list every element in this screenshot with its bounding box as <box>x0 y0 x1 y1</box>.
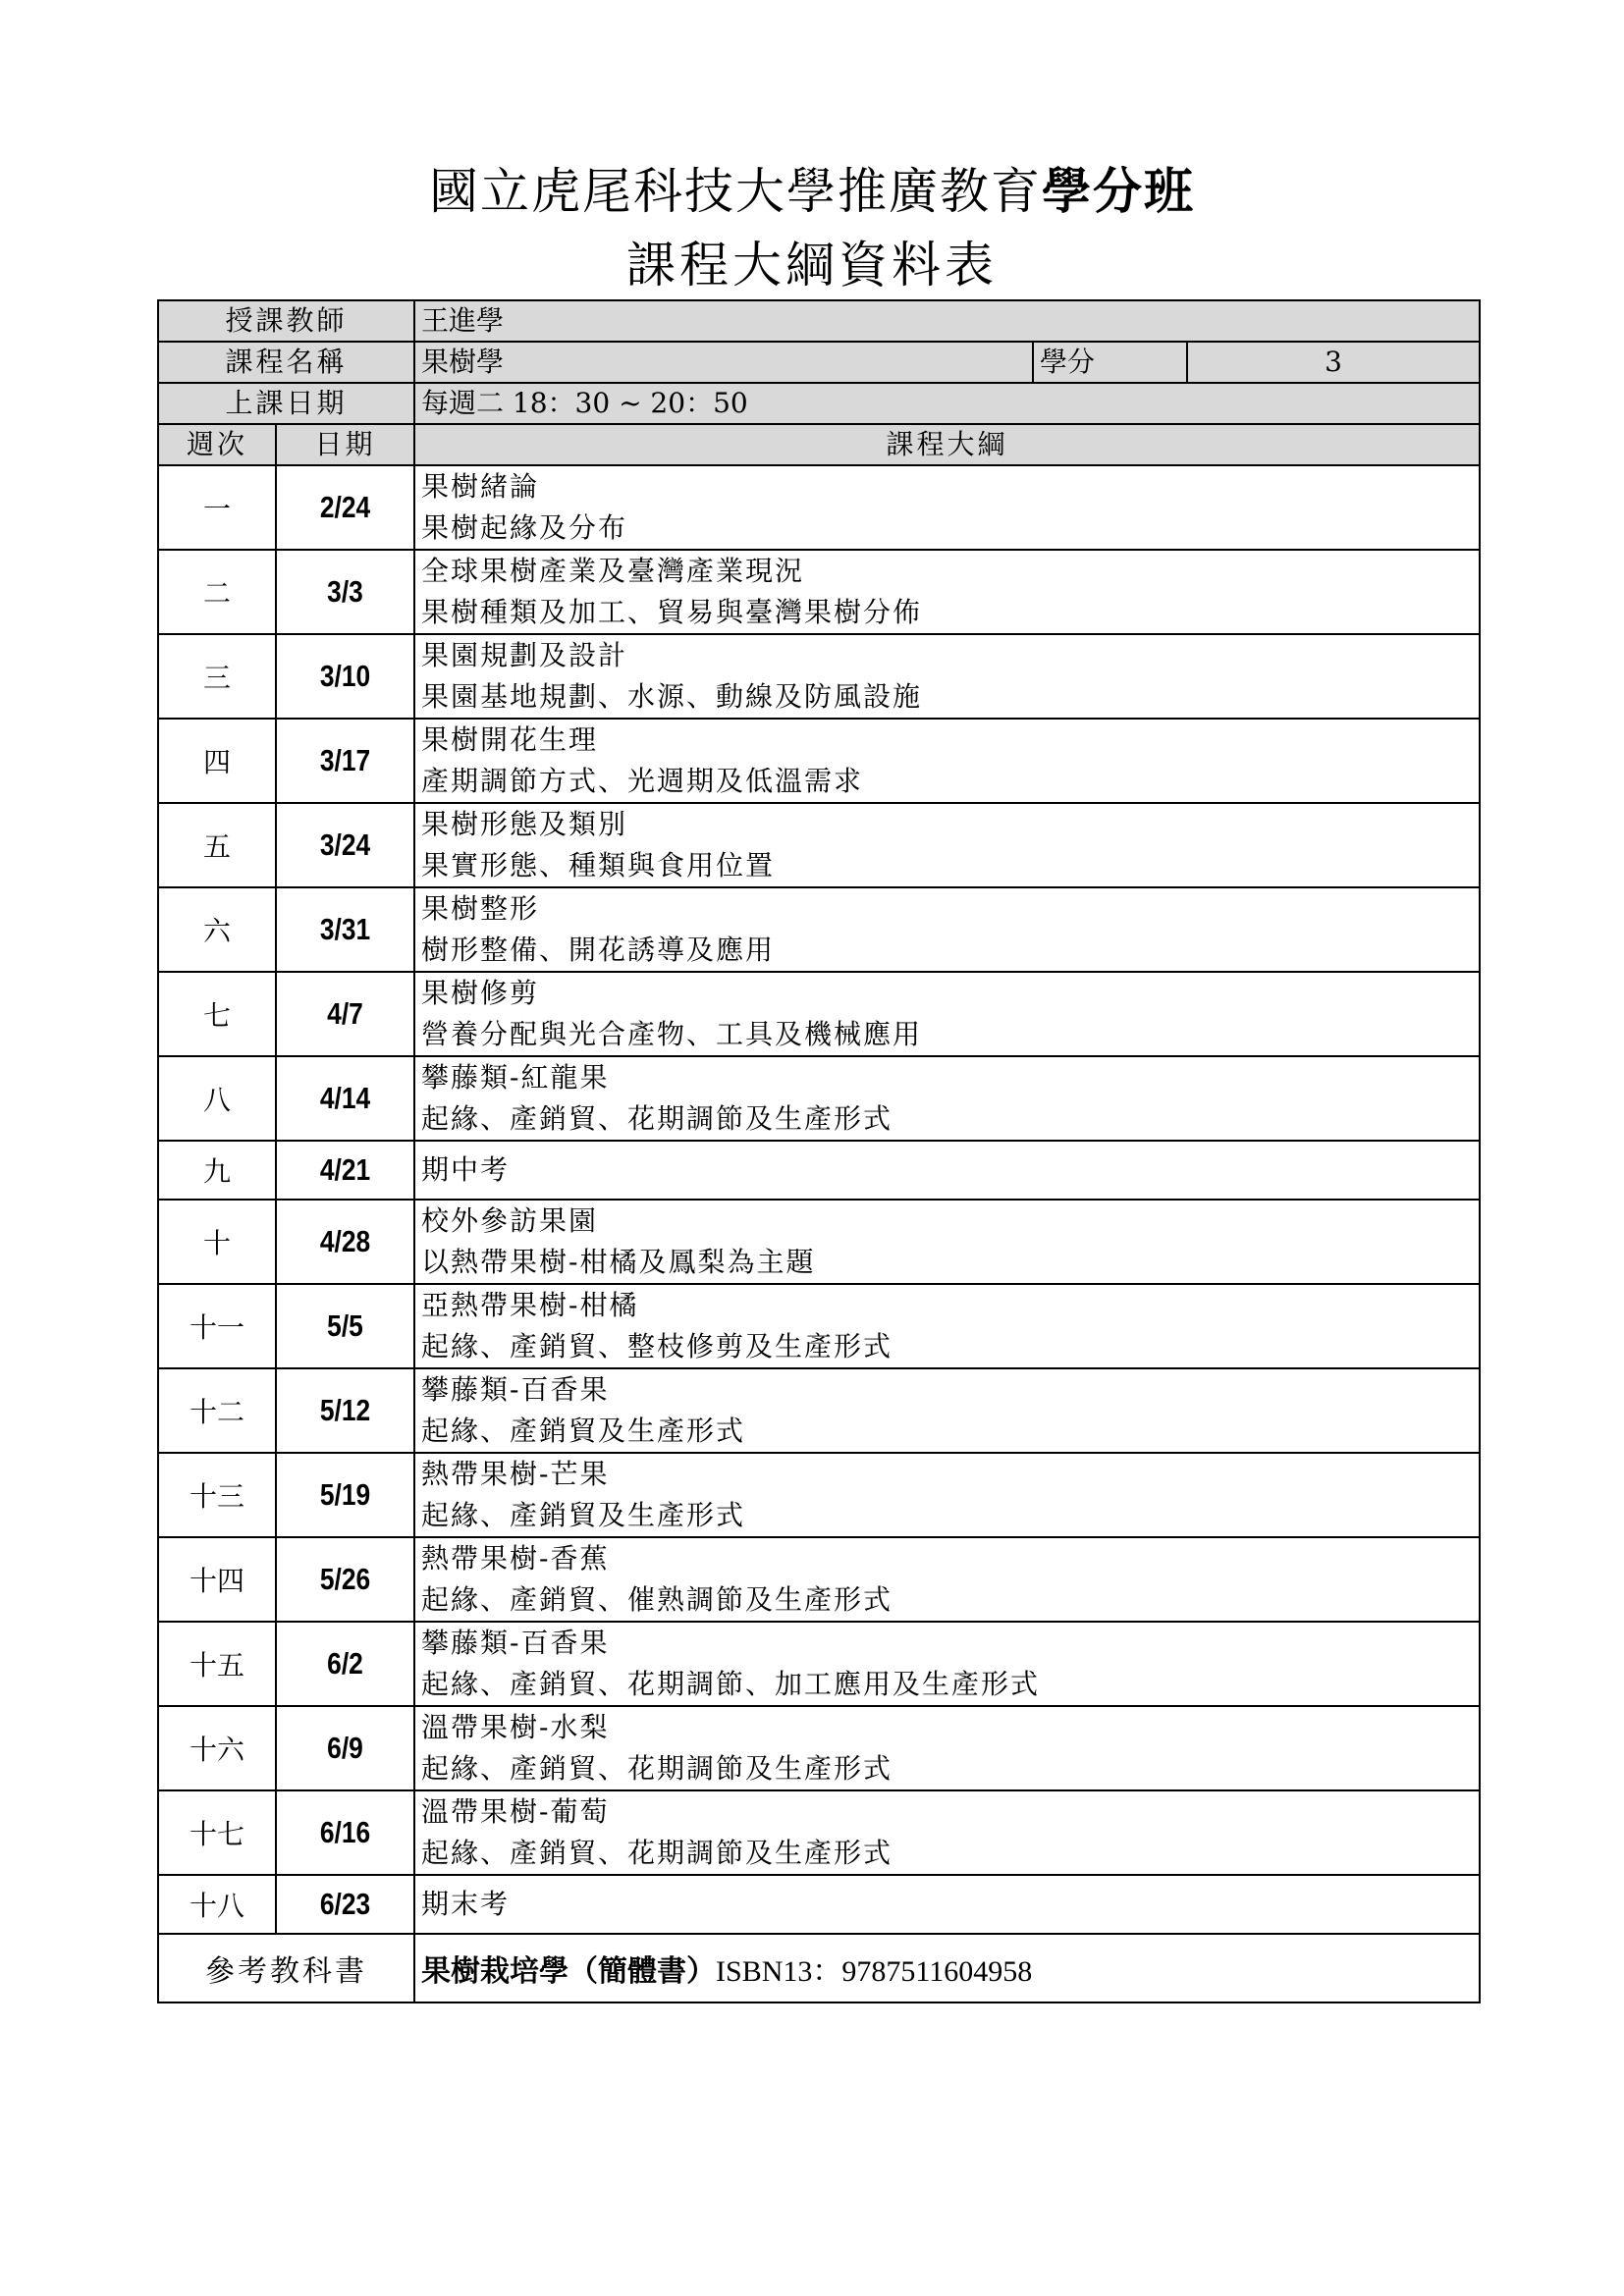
date-header: 日期 <box>276 424 414 465</box>
time-row <box>158 383 1480 424</box>
week-date: 3/10 <box>287 634 405 719</box>
reference-value <box>414 1934 1480 2002</box>
outline-topic: 全球果樹產業及臺灣產業現況 <box>421 555 805 587</box>
week-outline <box>414 1453 1480 1537</box>
week-outline <box>414 719 1480 803</box>
syllabus-table <box>157 299 1481 2003</box>
outline-detail: 營養分配與光合產物、工具及機械應用 <box>421 1018 923 1050</box>
outline-detail: 起緣、產銷貿、花期調節及生產形式 <box>421 1752 893 1785</box>
outline-detail: 以熱帶果樹-柑橘及鳳梨為主題 <box>421 1246 816 1278</box>
reference-book-title: 果樹栽培學（簡體書） <box>421 1954 717 1989</box>
week-outline <box>414 1200 1480 1284</box>
title-bold-suffix: 學分班 <box>1042 162 1195 220</box>
week-date: 6/23 <box>287 1875 405 1934</box>
week-row <box>158 634 1480 719</box>
week-number: 十 <box>158 1200 276 1284</box>
outline-detail: 起緣、產銷貿、整枝修剪及生產形式 <box>421 1330 893 1362</box>
week-outline <box>414 1141 1480 1200</box>
week-number: 二 <box>158 550 276 634</box>
reference-row <box>158 1934 1480 2002</box>
week-date: 5/26 <box>287 1537 405 1622</box>
week-outline <box>414 1790 1480 1875</box>
week-row <box>158 1141 1480 1200</box>
course-row <box>158 342 1480 383</box>
week-number: 十四 <box>158 1537 276 1622</box>
week-outline <box>414 1875 1480 1934</box>
outline-topic: 亞熱帶果樹-柑橘 <box>421 1289 639 1321</box>
week-number: 六 <box>158 887 276 972</box>
week-number: 一 <box>158 465 276 550</box>
reference-isbn: ISBN13：9787511604958 <box>716 1955 1033 1988</box>
week-row <box>158 1875 1480 1934</box>
reference-label: 參考教科書 <box>158 1934 414 2002</box>
week-outline <box>414 1537 1480 1622</box>
week-date: 6/2 <box>287 1622 405 1706</box>
week-row <box>158 1622 1480 1706</box>
outline-topic: 果樹開花生理 <box>421 723 599 756</box>
outline-topic: 熱帶果樹-香蕉 <box>421 1542 610 1575</box>
week-outline <box>414 803 1480 887</box>
week-date: 3/17 <box>287 719 405 803</box>
week-row <box>158 803 1480 887</box>
week-number: 十三 <box>158 1453 276 1537</box>
course-label: 課程名稱 <box>158 342 414 383</box>
outline-detail: 產期調節方式、光週期及低溫需求 <box>421 765 864 797</box>
week-number: 三 <box>158 634 276 719</box>
outline-topic: 熱帶果樹-芒果 <box>421 1458 610 1490</box>
week-row <box>158 719 1480 803</box>
week-row <box>158 1537 1480 1622</box>
week-row <box>158 1790 1480 1875</box>
week-outline <box>414 972 1480 1056</box>
week-outline <box>414 1368 1480 1453</box>
time-value: 每週二 18：30 ~ 20：50 <box>414 383 1480 424</box>
outline-header: 課程大綱 <box>414 424 1480 465</box>
week-date: 5/12 <box>287 1368 405 1453</box>
week-row <box>158 1200 1480 1284</box>
outline-topic: 攀藤類-紅龍果 <box>421 1061 610 1094</box>
outline-topic: 攀藤類-百香果 <box>421 1373 610 1406</box>
week-number: 十六 <box>158 1706 276 1790</box>
outline-detail: 起緣、產銷貿及生產形式 <box>421 1499 746 1531</box>
week-date: 6/16 <box>287 1790 405 1875</box>
document-title <box>0 157 1624 226</box>
teacher-value: 王進學 <box>414 300 1480 342</box>
week-date: 4/21 <box>287 1141 405 1200</box>
week-date: 5/19 <box>287 1453 405 1537</box>
outline-topic: 果園規劃及設計 <box>421 639 628 671</box>
column-header-row <box>158 424 1480 465</box>
week-row <box>158 1453 1480 1537</box>
week-outline <box>414 1622 1480 1706</box>
week-date: 3/24 <box>287 803 405 887</box>
week-date: 3/31 <box>287 887 405 972</box>
credit-label: 學分 <box>1033 342 1187 383</box>
week-number: 四 <box>158 719 276 803</box>
teacher-row <box>158 300 1480 342</box>
week-date: 4/14 <box>287 1056 405 1141</box>
week-outline <box>414 1056 1480 1141</box>
outline-detail: 果樹種類及加工、貿易與臺灣果樹分佈 <box>421 596 923 628</box>
outline-topic: 攀藤類-百香果 <box>421 1627 610 1659</box>
week-number: 五 <box>158 803 276 887</box>
outline-detail: 果園基地規劃、水源、動線及防風設施 <box>421 680 923 713</box>
week-row <box>158 1284 1480 1368</box>
week-outline <box>414 887 1480 972</box>
outline-detail: 果實形態、種類與食用位置 <box>421 849 776 881</box>
week-number: 七 <box>158 972 276 1056</box>
outline-detail: 起緣、產銷貿、花期調節及生產形式 <box>421 1102 893 1135</box>
week-row <box>158 887 1480 972</box>
week-date: 4/7 <box>287 972 405 1056</box>
week-row <box>158 972 1480 1056</box>
outline-detail: 果樹起緣及分布 <box>421 511 628 544</box>
outline-topic: 溫帶果樹-葡萄 <box>421 1795 610 1828</box>
week-date: 6/9 <box>287 1706 405 1790</box>
week-number: 八 <box>158 1056 276 1141</box>
week-number: 十八 <box>158 1875 276 1934</box>
outline-detail: 起緣、產銷貿、花期調節、加工應用及生產形式 <box>421 1668 1041 1700</box>
week-number: 十五 <box>158 1622 276 1706</box>
course-value: 果樹學 <box>414 342 1033 383</box>
outline-topic: 果樹修剪 <box>421 977 540 1009</box>
outline-topic: 果樹形態及類別 <box>421 808 628 840</box>
outline-topic: 期末考 <box>421 1888 511 1920</box>
outline-topic: 期中考 <box>421 1153 511 1186</box>
week-number: 十二 <box>158 1368 276 1453</box>
title-prefix: 國立虎尾科技大學推廣教育 <box>429 163 1042 220</box>
week-date: 2/24 <box>287 465 405 550</box>
week-date: 4/28 <box>287 1200 405 1284</box>
week-row <box>158 1368 1480 1453</box>
time-label: 上課日期 <box>158 383 414 424</box>
document-subtitle: 課程大綱資料表 <box>626 237 998 294</box>
outline-topic: 校外參訪果園 <box>421 1204 599 1237</box>
outline-topic: 果樹緒論 <box>421 470 540 503</box>
week-row <box>158 550 1480 634</box>
week-row <box>158 1056 1480 1141</box>
week-date: 3/3 <box>287 550 405 634</box>
week-outline <box>414 550 1480 634</box>
teacher-label: 授課教師 <box>158 300 414 342</box>
credit-value: 3 <box>1187 342 1480 383</box>
week-header: 週次 <box>158 424 276 465</box>
outline-topic: 果樹整形 <box>421 892 540 925</box>
week-outline <box>414 634 1480 719</box>
outline-detail: 樹形整備、開花誘導及應用 <box>421 934 776 966</box>
outline-detail: 起緣、產銷貿、催熟調節及生產形式 <box>421 1583 893 1616</box>
week-number: 九 <box>158 1141 276 1200</box>
outline-topic: 溫帶果樹-水梨 <box>421 1711 610 1743</box>
week-row <box>158 465 1480 550</box>
week-date: 5/5 <box>287 1284 405 1368</box>
outline-detail: 起緣、產銷貿及生產形式 <box>421 1415 746 1447</box>
week-number: 十七 <box>158 1790 276 1875</box>
outline-detail: 起緣、產銷貿、花期調節及生產形式 <box>421 1837 893 1869</box>
week-outline <box>414 465 1480 550</box>
week-outline <box>414 1706 1480 1790</box>
week-outline <box>414 1284 1480 1368</box>
week-number: 十一 <box>158 1284 276 1368</box>
week-row <box>158 1706 1480 1790</box>
